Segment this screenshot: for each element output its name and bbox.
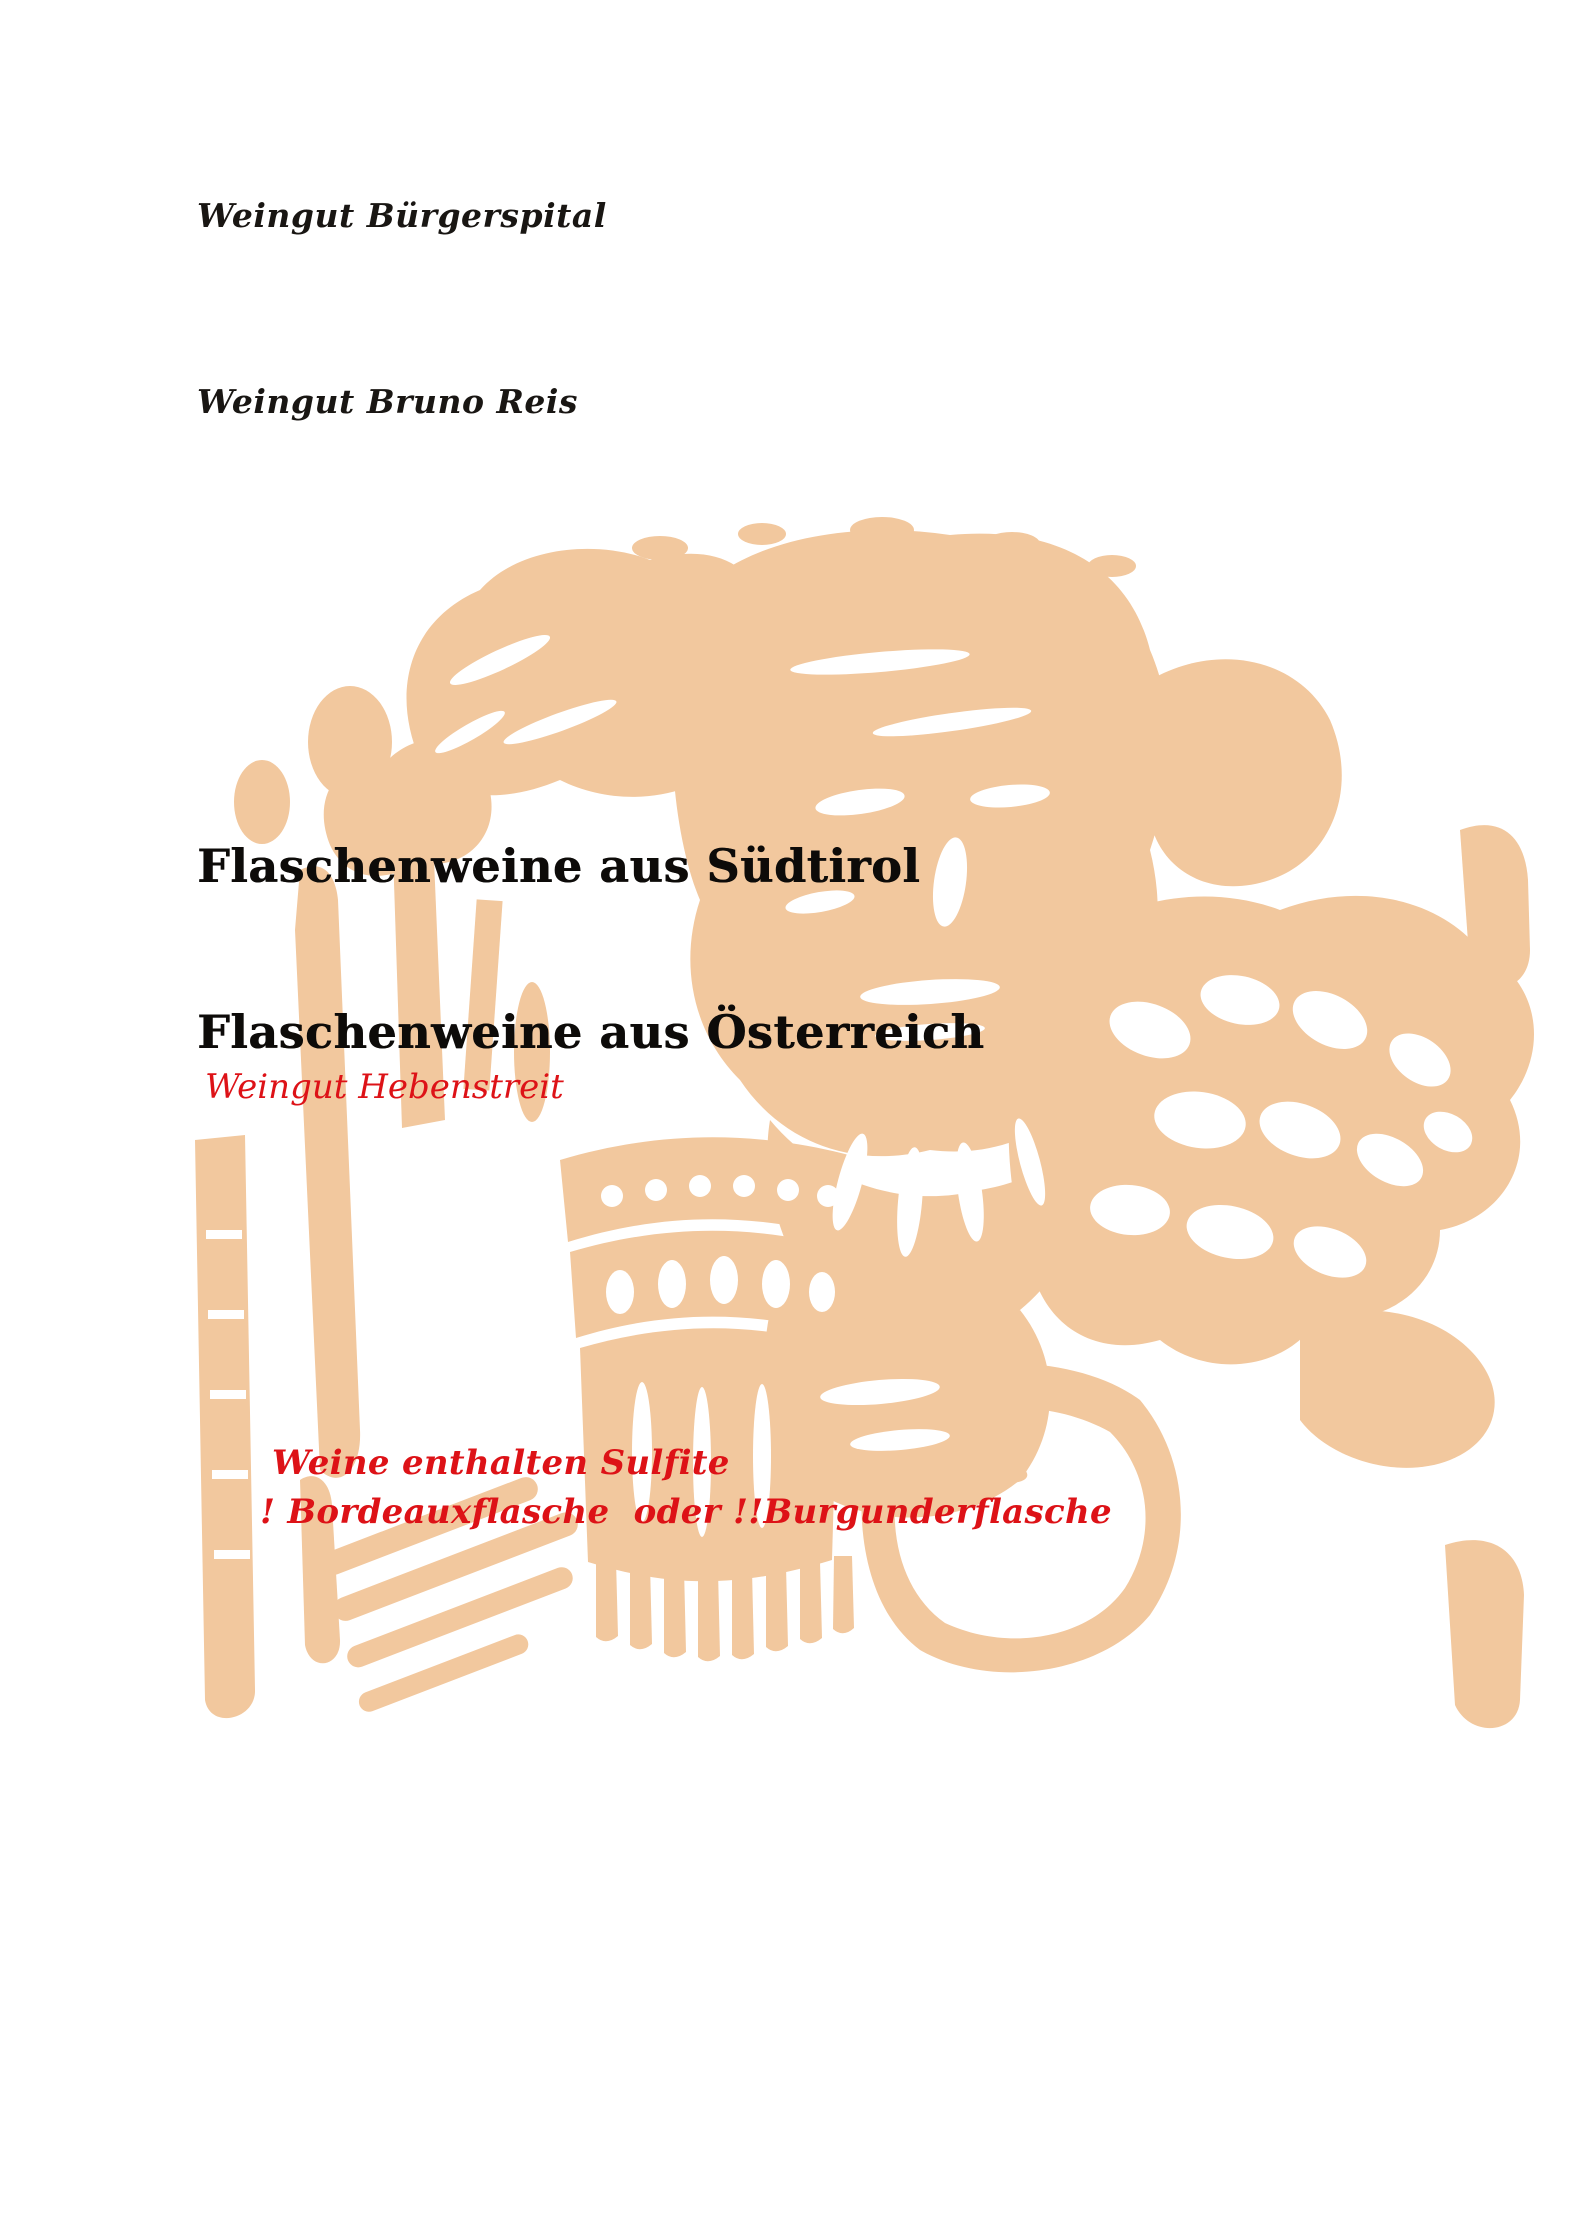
section-bruno-reis (197, 382, 1458, 430)
winery-subtitle: Weingut Hebenstreit (205, 1067, 564, 1107)
region-title: Flaschenweine aus Österreich (197, 1005, 985, 1059)
section-oesterreich (197, 1002, 1458, 1110)
section-suedtirol (197, 836, 1458, 908)
footer-note-bottles: ! Bordeauxflasche oder !!Burgunderflasche (260, 1492, 1112, 1532)
winery-title: Weingut Bruno Reis (197, 382, 578, 421)
winery-title: Weingut Bürgerspital (197, 196, 607, 235)
section-buergerspital (197, 196, 1458, 244)
region-title: Flaschenweine aus Südtirol (197, 839, 921, 893)
footer-note-sulfite: Weine enthalten Sulfite (272, 1443, 730, 1483)
